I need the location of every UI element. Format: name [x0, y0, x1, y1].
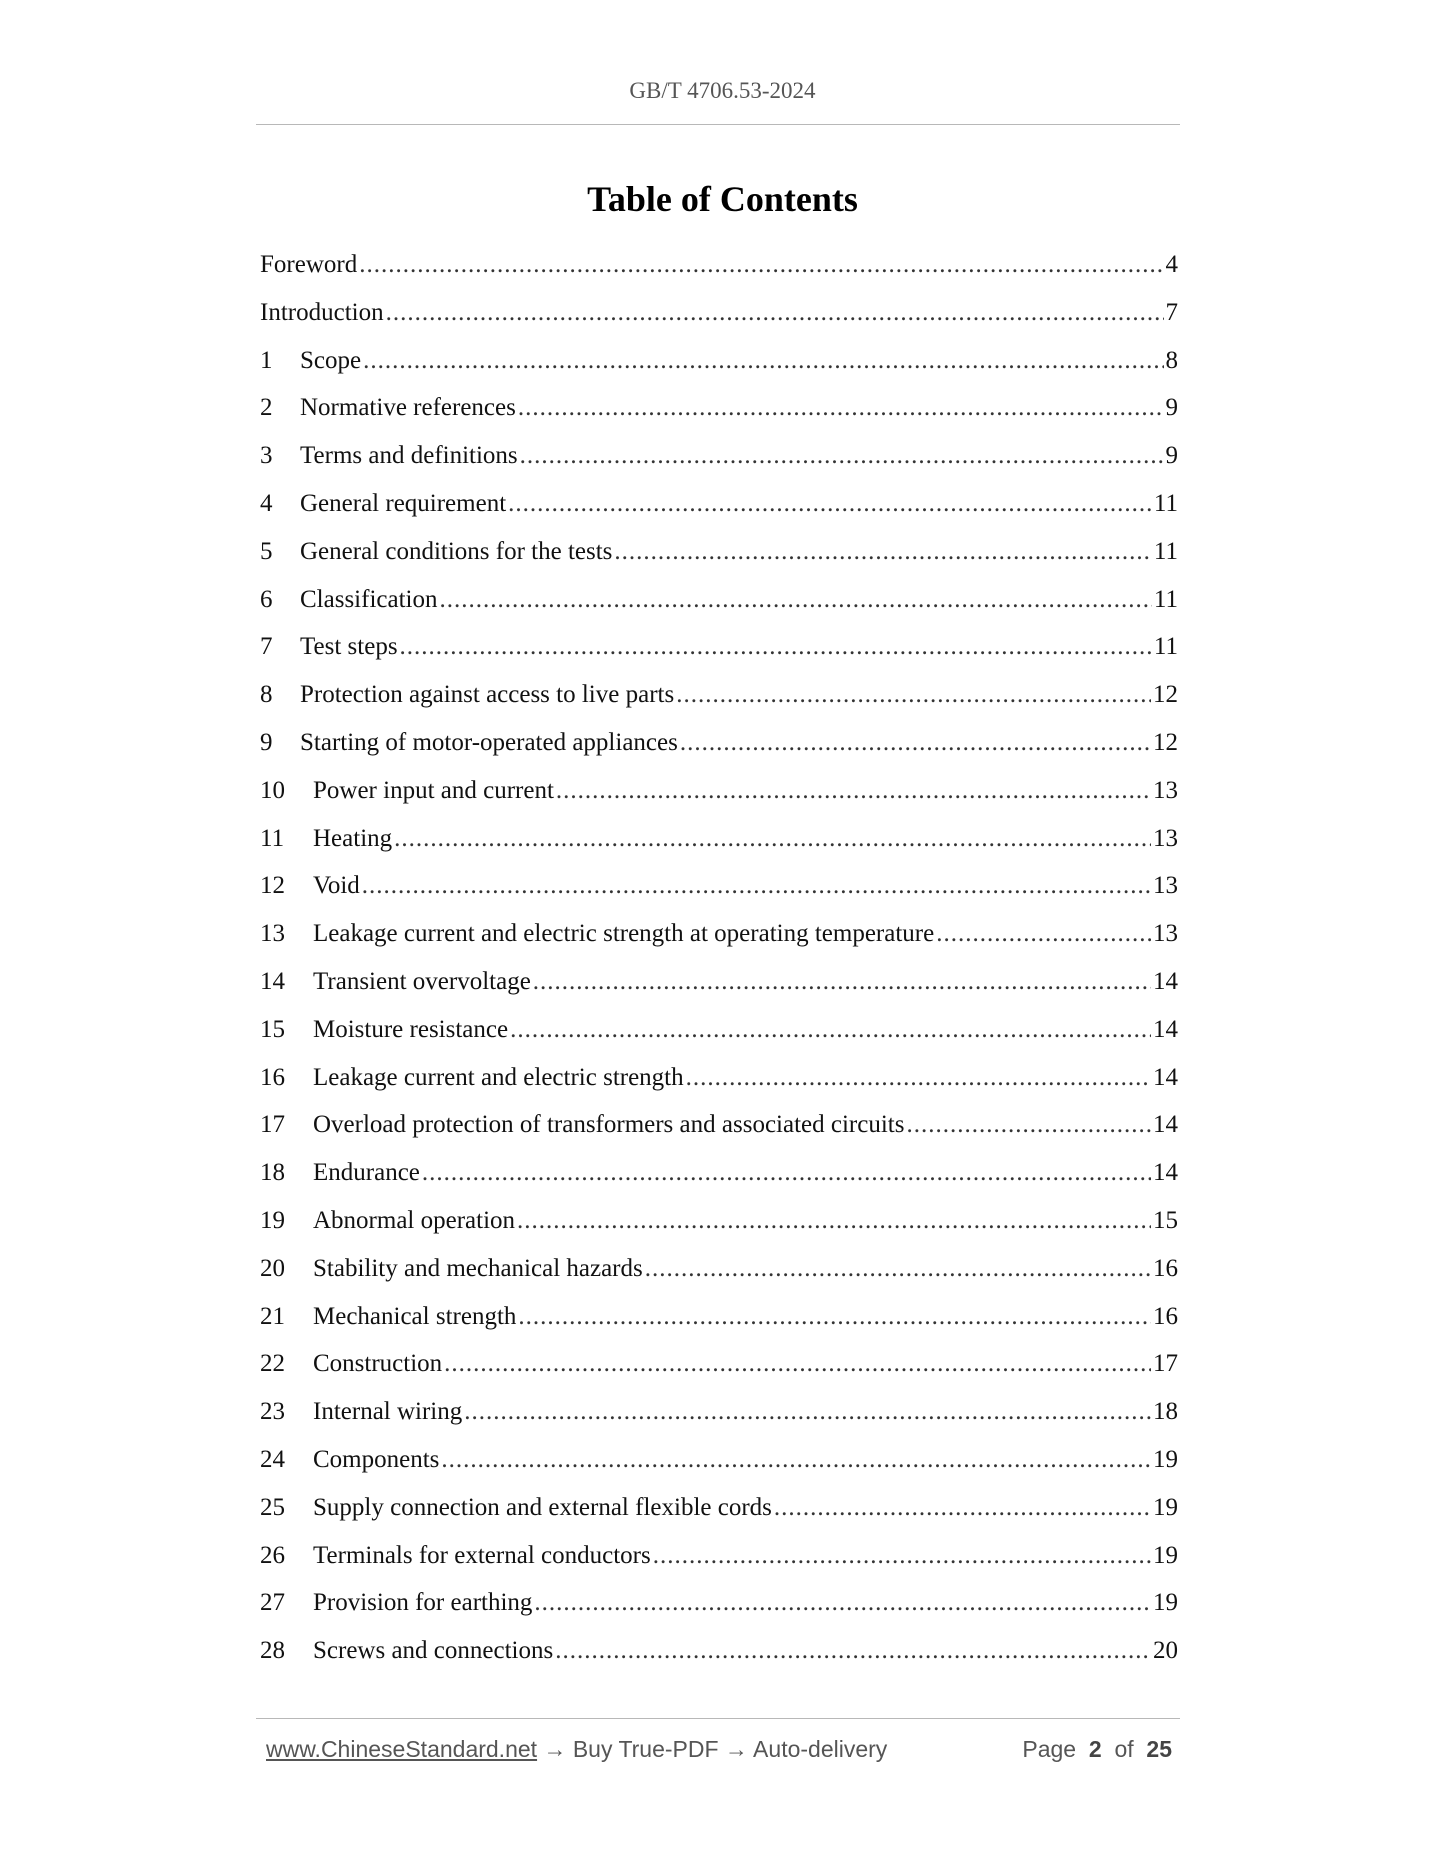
site-link[interactable]: www.ChineseStandard.net [266, 1736, 538, 1762]
toc-entry[interactable] [260, 1013, 1178, 1061]
toc-dot-leader [906, 1108, 1151, 1142]
toc-entry-label: Construction [313, 1350, 443, 1378]
toc-entry-page: 18 [1153, 1398, 1178, 1426]
toc-entry-number: 24 [260, 1445, 285, 1473]
toc-entry-number: 14 [260, 967, 285, 995]
toc-entry-label: Terms and definitions [300, 442, 518, 470]
footer-promo [266, 1736, 887, 1763]
toc-entry[interactable] [260, 1491, 1178, 1539]
toc-entry-number: 13 [260, 920, 285, 948]
toc-entry-page: 11 [1153, 633, 1178, 661]
footer-divider [256, 1718, 1180, 1719]
toc-entry-label: Screws and connections [313, 1637, 554, 1665]
toc-entry-page: 19 [1153, 1589, 1178, 1617]
toc-dot-leader [520, 439, 1164, 473]
toc-entry-label: Starting of motor-operated appliances [300, 728, 678, 756]
toc-entry-number: 17 [260, 1111, 285, 1139]
toc-dot-leader [518, 391, 1164, 425]
toc-entry-label: Endurance [313, 1159, 420, 1187]
toc-dot-leader [686, 1061, 1151, 1095]
toc-entry-label: Heating [313, 824, 393, 852]
toc-entry-label: General requirement [300, 489, 507, 517]
page-title: Table of Contents [587, 179, 858, 219]
toc-entry-page: 4 [1165, 251, 1178, 278]
toc-entry[interactable] [260, 917, 1178, 965]
toc-entry-label: Foreword [260, 251, 358, 278]
toc-entry-label: Stability and mechanical hazards [313, 1254, 643, 1282]
toc-dot-leader [444, 1347, 1151, 1381]
toc-entry-label: Normative references [300, 394, 516, 422]
toc-entry-page: 14 [1153, 967, 1178, 995]
toc-entry-label: Void [313, 872, 360, 900]
toc-entry[interactable] [260, 630, 1178, 678]
toc-entry-number: 9 [260, 728, 273, 756]
toc-entry-number: 2 [260, 394, 273, 422]
toc-entry-page: 13 [1153, 920, 1178, 948]
toc-entry-page: 9 [1165, 442, 1178, 470]
toc-entry-number: 23 [260, 1398, 285, 1426]
toc-dot-leader [394, 822, 1151, 856]
toc-entry[interactable] [260, 535, 1178, 583]
toc-entry-page: 14 [1153, 1159, 1178, 1187]
toc-entry[interactable] [260, 726, 1178, 774]
toc-entry-label: Transient overvoltage [313, 967, 531, 995]
toc-entry[interactable] [260, 1347, 1178, 1395]
toc-entry-number: 4 [260, 489, 273, 517]
toc-entry-number: 25 [260, 1493, 285, 1521]
toc-entry-label: Moisture resistance [313, 1015, 509, 1043]
toc-entry[interactable] [260, 1204, 1178, 1252]
toc-entry-page: 11 [1153, 537, 1178, 565]
toc-entry-label: Leakage current and electric strength [313, 1063, 684, 1091]
toc-dot-leader [653, 1539, 1151, 1573]
toc-entry-number: 28 [260, 1637, 285, 1665]
toc-dot-leader [508, 487, 1152, 521]
toc-entry-label: Components [313, 1445, 440, 1473]
of-word: of [1114, 1736, 1134, 1762]
toc-entry-label: Mechanical strength [313, 1302, 517, 1330]
toc-entry-page: 19 [1153, 1493, 1178, 1521]
toc-entry[interactable] [260, 1300, 1178, 1348]
toc-entry-page: 13 [1153, 824, 1178, 852]
toc-entry-label: Protection against access to live parts [300, 681, 675, 709]
toc-dot-leader [518, 1300, 1151, 1334]
toc-entry-number: 12 [260, 872, 285, 900]
toc-entry[interactable] [260, 1539, 1178, 1587]
toc-entry-page: 13 [1153, 872, 1178, 900]
toc-entry-page: 14 [1153, 1111, 1178, 1139]
toc-entry-number: 18 [260, 1159, 285, 1187]
toc-entry-page: 20 [1153, 1637, 1178, 1665]
toc-entry-label: Power input and current [313, 776, 554, 804]
toc-entry[interactable] [260, 869, 1178, 917]
toc-dot-leader [774, 1491, 1151, 1525]
toc-entry[interactable] [260, 774, 1178, 822]
toc-entry-page: 14 [1153, 1015, 1178, 1043]
toc-dot-leader [400, 630, 1152, 664]
toc-entry-number: 26 [260, 1541, 285, 1569]
toc-dot-leader [614, 535, 1152, 569]
page-total: 25 [1146, 1736, 1172, 1762]
toc-entry-number: 3 [260, 442, 273, 470]
toc-entry[interactable] [260, 822, 1178, 870]
toc-dot-leader [386, 296, 1164, 330]
toc-entry-label: Test steps [300, 633, 398, 661]
toc-entry-label: General conditions for the tests [300, 537, 613, 565]
toc-entry[interactable] [260, 1061, 1178, 1109]
toc-entry[interactable] [260, 1634, 1178, 1682]
toc-entry-page: 15 [1153, 1206, 1178, 1234]
toc-entry[interactable] [260, 1395, 1178, 1443]
toc-dot-leader [439, 583, 1151, 617]
toc-entry-label: Scope [300, 346, 362, 374]
toc-entry-page: 11 [1153, 585, 1178, 613]
toc-entry-number: 10 [260, 776, 285, 804]
toc-entry-page: 7 [1165, 298, 1178, 326]
toc-entry-number: 22 [260, 1350, 285, 1378]
toc-entry-number: 5 [260, 537, 273, 565]
toc-dot-leader [517, 1204, 1151, 1238]
toc-entry-label: Provision for earthing [313, 1589, 533, 1617]
toc-dot-leader [556, 774, 1151, 808]
toc-dot-leader [510, 1013, 1151, 1047]
toc-entry[interactable] [260, 678, 1178, 726]
toc-entry[interactable] [260, 344, 1178, 392]
toc-entry[interactable] [260, 1252, 1178, 1300]
toc-dot-leader [936, 917, 1151, 951]
toc-entry[interactable] [260, 1443, 1178, 1491]
toc-dot-leader [645, 1252, 1151, 1286]
toc-entry-page: 9 [1165, 394, 1178, 422]
toc-entry-page: 12 [1153, 681, 1178, 709]
toc-entry-page: 17 [1153, 1350, 1178, 1378]
toc-entry-page: 16 [1153, 1254, 1178, 1282]
toc-entry[interactable] [260, 391, 1178, 439]
table-of-contents [260, 248, 1178, 1682]
toc-entry[interactable] [260, 583, 1178, 631]
toc-entry[interactable] [260, 1108, 1178, 1156]
toc-entry-label: Classification [300, 585, 438, 613]
toc-entry[interactable] [260, 296, 1178, 344]
running-header: GB/T 4706.53-2024 [629, 78, 816, 103]
toc-entry[interactable] [260, 1586, 1178, 1634]
toc-entry-number: 7 [260, 633, 273, 661]
toc-entry-number: 27 [260, 1589, 285, 1617]
toc-entry[interactable] [260, 248, 1178, 296]
toc-entry-page: 11 [1153, 489, 1178, 517]
toc-dot-leader [534, 1586, 1151, 1620]
toc-entry[interactable] [260, 965, 1178, 1013]
toc-entry-number: 8 [260, 681, 273, 709]
toc-dot-leader [676, 678, 1151, 712]
toc-dot-leader [464, 1395, 1151, 1429]
page-word: Page [1022, 1736, 1077, 1762]
toc-entry-page: 19 [1153, 1541, 1178, 1569]
toc-dot-leader [422, 1156, 1151, 1190]
toc-dot-leader [363, 344, 1163, 378]
toc-entry-page: 19 [1153, 1445, 1178, 1473]
toc-entry[interactable] [260, 439, 1178, 487]
toc-entry-page: 14 [1153, 1063, 1178, 1091]
toc-entry-label: Supply connection and external flexible cords [313, 1493, 772, 1521]
toc-entry-number: 20 [260, 1254, 285, 1282]
toc-entry-label: Internal wiring [313, 1398, 463, 1426]
toc-entry-number: 15 [260, 1015, 285, 1043]
toc-dot-leader [533, 965, 1151, 999]
toc-dot-leader [441, 1443, 1151, 1477]
page-current: 2 [1088, 1736, 1102, 1762]
toc-entry-number: 16 [260, 1063, 285, 1091]
toc-entry-page: 16 [1153, 1302, 1178, 1330]
toc-dot-leader [359, 248, 1163, 282]
toc-entry[interactable] [260, 487, 1178, 535]
toc-entry-number: 11 [260, 824, 285, 852]
toc-entry[interactable] [260, 1156, 1178, 1204]
header-divider [256, 124, 1180, 125]
page-indicator [1022, 1736, 1172, 1763]
toc-entry-label: Terminals for external conductors [313, 1541, 651, 1569]
toc-dot-leader [362, 869, 1151, 903]
toc-entry-page: 8 [1165, 346, 1178, 374]
toc-entry-number: 6 [260, 585, 273, 613]
promo-text: → Buy True-PDF → Auto-delivery [537, 1736, 888, 1762]
toc-entry-number: 19 [260, 1206, 285, 1234]
toc-entry-number: 21 [260, 1302, 285, 1330]
toc-dot-leader [680, 726, 1151, 760]
toc-entry-label: Leakage current and electric strength at operating temperature [313, 920, 935, 948]
toc-entry-page: 12 [1153, 728, 1178, 756]
toc-entry-label: Overload protection of transformers and associated circuits [313, 1111, 905, 1139]
toc-dot-leader [555, 1634, 1151, 1668]
toc-entry-label: Abnormal operation [313, 1206, 516, 1234]
toc-entry-number: 1 [260, 346, 273, 374]
toc-entry-page: 13 [1153, 776, 1178, 804]
toc-entry-label: Introduction [260, 298, 384, 326]
